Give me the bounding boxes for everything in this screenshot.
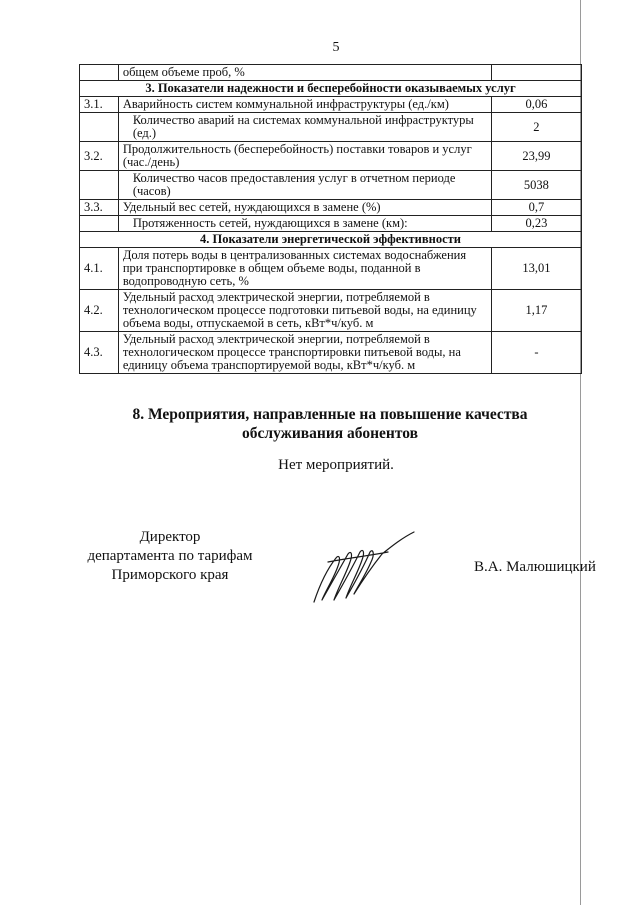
table-row (80, 142, 582, 171)
section-8-title-line2: обслуживания абонентов (242, 425, 418, 442)
row-label: общем объеме проб, % (118, 65, 491, 81)
row-value: 2 (491, 113, 581, 142)
table-row (80, 290, 582, 332)
row-label: Продолжительность (бесперебойность) поставки товаров и услуг (час./день) (118, 142, 491, 171)
row-number: 3.2. (80, 142, 119, 171)
section-heading-energy: 4. Показатели энергетической эффективности (80, 232, 582, 248)
indicators-table-body (80, 65, 582, 374)
table-row (80, 216, 582, 232)
table-row (80, 332, 582, 374)
row-number: 3.3. (80, 200, 119, 216)
table-row (80, 200, 582, 216)
row-value (491, 65, 581, 81)
table-section-row (80, 81, 582, 97)
row-label: Аварийность систем коммунальной инфраструктуры (ед./км) (118, 97, 491, 113)
row-number (80, 65, 119, 81)
row-number: 4.2. (80, 290, 119, 332)
row-label: Количество часов предоставления услуг в отчетном периоде (часов) (118, 171, 491, 200)
section-8-title (100, 405, 560, 443)
signatory-title-line3: Приморского края (111, 567, 229, 583)
row-value: 0,23 (491, 216, 581, 232)
table-row (80, 65, 582, 81)
row-value: 23,99 (491, 142, 581, 171)
row-value: 1,17 (491, 290, 581, 332)
signatory-name: В.А. Малюшицкий (474, 559, 596, 575)
row-label: Доля потерь воды в централизованных системах водоснабжения при транспортировке в общем объеме воды, поданной в водопроводную сеть, % (118, 248, 491, 290)
table-row (80, 97, 582, 113)
no-measures-text: Нет мероприятий. (278, 457, 394, 473)
signatory-title (62, 528, 278, 585)
section-heading-reliability: 3. Показатели надежности и бесперебойности оказываемых услуг (80, 81, 582, 97)
row-value: - (491, 332, 581, 374)
row-label: Удельный расход электрической энергии, потребляемой в технологическом процессе подготовки питьевой воды, на единицу объема воды, отпускаемой в сеть, кВт*ч/куб. м (118, 290, 491, 332)
section-8-title-line1: 8. Мероприятия, направленные на повышение качества (132, 406, 528, 423)
row-number (80, 113, 119, 142)
table-section-row (80, 232, 582, 248)
row-label: Количество аварий на системах коммунальной инфраструктуры (ед.) (118, 113, 491, 142)
row-number: 4.1. (80, 248, 119, 290)
page-number: 5 (332, 40, 340, 55)
row-number: 3.1. (80, 97, 119, 113)
row-value: 0,7 (491, 200, 581, 216)
handwritten-signature (308, 528, 418, 610)
row-number: 4.3. (80, 332, 119, 374)
row-label: Протяженность сетей, нуждающихся в замене (км): (118, 216, 491, 232)
row-number (80, 216, 119, 232)
signatory-title-line1: Директор (139, 529, 201, 545)
row-label: Удельный расход электрической энергии, потребляемой в технологическом процессе транспортировки питьевой воды, на единицу объема транспортируемой воды, кВт*ч/куб. м (118, 332, 491, 374)
table-row (80, 113, 582, 142)
table-row (80, 171, 582, 200)
signatory-title-line2: департамента по тарифам (87, 548, 253, 564)
row-label: Удельный вес сетей, нуждающихся в замене (%) (118, 200, 491, 216)
row-value: 5038 (491, 171, 581, 200)
table-row (80, 248, 582, 290)
row-value: 13,01 (491, 248, 581, 290)
row-number (80, 171, 119, 200)
indicators-table (79, 64, 582, 374)
row-value: 0,06 (491, 97, 581, 113)
